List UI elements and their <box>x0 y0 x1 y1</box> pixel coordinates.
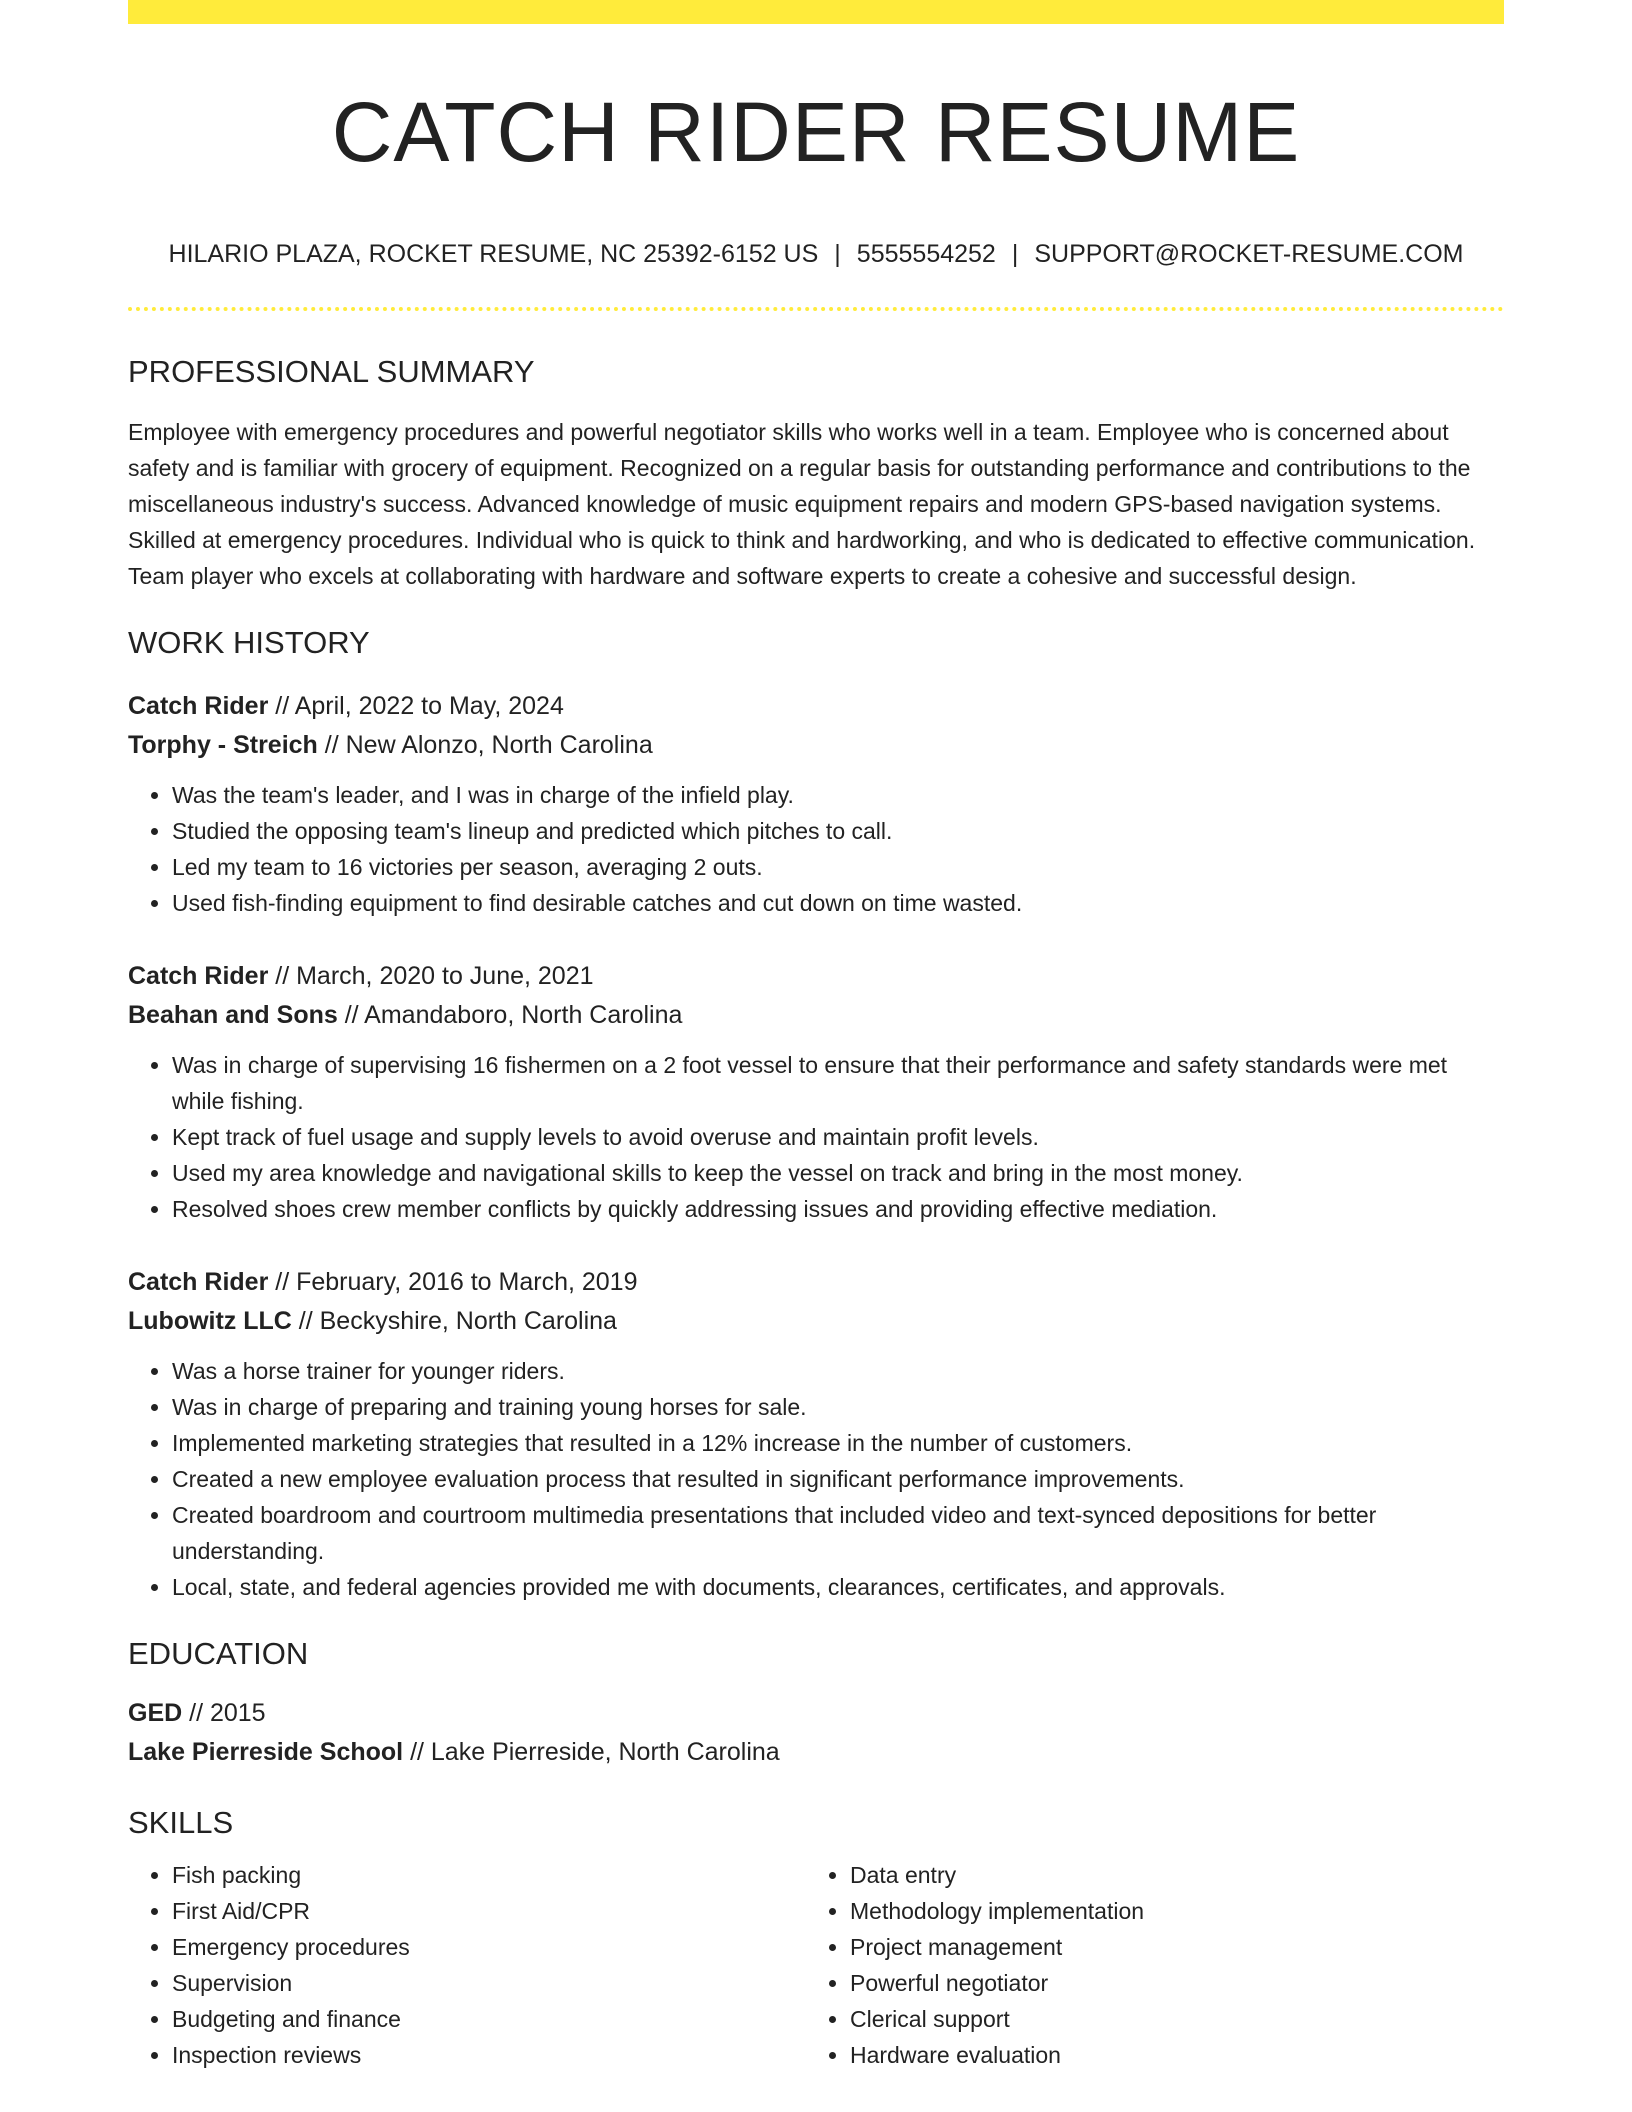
school-name: Lake Pierreside School <box>128 1738 404 1767</box>
education-entry <box>128 1694 1504 1772</box>
accent-bar <box>128 0 1504 24</box>
list-item: • Used my area knowledge and navigational skills to keep the vessel on track and bring in the most money. <box>172 1155 1504 1191</box>
list-item: • Used fish-finding equipment to find desirable catches and cut down on time wasted. <box>172 885 1504 921</box>
job-title-line <box>128 957 1504 996</box>
job-title-line <box>128 687 1504 726</box>
contact-line <box>128 239 1504 269</box>
email: SUPPORT@ROCKET-RESUME.COM <box>1034 239 1464 268</box>
resume-page <box>128 0 1504 2073</box>
list-item: • Studied the opposing team's lineup and predicted which pitches to call. <box>172 813 1504 849</box>
dotted-divider <box>128 307 1504 311</box>
skill-item: • Project management <box>850 1929 1450 1965</box>
job-entry <box>128 957 1504 1227</box>
company-location: // Amandaboro, North Carolina <box>337 1000 683 1029</box>
job-title: Catch Rider <box>128 691 269 720</box>
company-location: // Beckyshire, North Carolina <box>291 1306 617 1335</box>
degree-line <box>128 1694 1504 1733</box>
job-dates: // April, 2022 to May, 2024 <box>268 691 564 720</box>
skill-item: • Data entry <box>850 1857 1450 1893</box>
job-title: Catch Rider <box>128 1267 269 1296</box>
skill-item: • Clerical support <box>850 2001 1450 2037</box>
degree: GED <box>128 1699 183 1728</box>
job-entry <box>128 1263 1504 1605</box>
skill-item: • Methodology implementation <box>850 1893 1450 1929</box>
separator: | <box>834 239 841 268</box>
skill-item: • Inspection reviews <box>172 2037 806 2073</box>
job-bullets <box>128 1353 1504 1605</box>
job-company-line <box>128 726 1504 765</box>
company-name: Torphy - Streich <box>128 730 318 759</box>
list-item: • Was in charge of preparing and training young horses for sale. <box>172 1389 1504 1425</box>
job-dates: // March, 2020 to June, 2021 <box>268 961 594 990</box>
skill-item: • First Aid/CPR <box>172 1893 806 1929</box>
skill-item: • Hardware evaluation <box>850 2037 1450 2073</box>
list-item: • Created a new employee evaluation process that resulted in significant performance improvements. <box>172 1461 1504 1497</box>
company-name: Beahan and Sons <box>128 1000 338 1029</box>
job-dates: // February, 2016 to March, 2019 <box>268 1267 638 1296</box>
work-history-heading: WORK HISTORY <box>128 624 370 660</box>
list-item: • Created boardroom and courtroom multimedia presentations that included video and text-synced depositions for better understanding. <box>172 1497 1504 1569</box>
list-item: • Was a horse trainer for younger riders. <box>172 1353 1504 1389</box>
list-item: • Kept track of fuel usage and supply levels to avoid overuse and maintain profit levels. <box>172 1119 1504 1155</box>
skill-item: • Emergency procedures <box>172 1929 806 1965</box>
job-entry <box>128 687 1504 921</box>
summary-text: Employee with emergency procedures and powerful negotiator skills who works well in a team. Employee who is concerned about safety and is familiar with grocery of equipment. Recognized on a regular basis for outstanding performance and contributions to the miscellaneous industry's success. Advanced knowledge of music equipment repairs and modern GPS-based navigation systems. Skilled at emergency procedures. Individual who is quick to think and hardworking, and who is dedicated to effective communication. Team player who excels at collaborating with hardware and software experts to create a cohesive and successful design. <box>128 418 1476 589</box>
job-title-line <box>128 1263 1504 1302</box>
degree-year: // 2015 <box>182 1699 266 1728</box>
list-item: • Implemented marketing strategies that resulted in a 12% increase in the number of customers. <box>172 1425 1504 1461</box>
skill-item: • Fish packing <box>172 1857 806 1893</box>
list-item: • Local, state, and federal agencies provided me with documents, clearances, certificates, and approvals. <box>172 1569 1504 1605</box>
list-item: • Was the team's leader, and I was in charge of the infield play. <box>172 777 1504 813</box>
summary-heading: PROFESSIONAL SUMMARY <box>128 353 535 389</box>
phone: 5555554252 <box>856 239 996 268</box>
list-item: • Resolved shoes crew member conflicts by quickly addressing issues and providing effective mediation. <box>172 1191 1504 1227</box>
job-title: Catch Rider <box>128 961 269 990</box>
skills-column-left <box>128 1857 806 2073</box>
school-line <box>128 1733 1504 1772</box>
job-company-line <box>128 1302 1504 1341</box>
company-location: // New Alonzo, North Carolina <box>317 730 653 759</box>
skill-item: • Budgeting and finance <box>172 2001 806 2037</box>
list-item: • Was in charge of supervising 16 fishermen on a 2 foot vessel to ensure that their performance and safety standards were met while fishing. <box>172 1047 1504 1119</box>
job-company-line <box>128 996 1504 1035</box>
resume-title: CATCH RIDER RESUME <box>331 85 1301 179</box>
job-bullets <box>128 777 1504 921</box>
list-item: • Led my team to 16 victories per season, averaging 2 outs. <box>172 849 1504 885</box>
skills-list <box>128 1857 1504 2073</box>
skill-item: • Powerful negotiator <box>850 1965 1450 2001</box>
skills-column-right <box>806 1857 1450 2073</box>
address: HILARIO PLAZA, ROCKET RESUME, NC 25392-6152 US <box>168 239 819 268</box>
education-heading: EDUCATION <box>128 1635 309 1671</box>
skills-heading: SKILLS <box>128 1805 234 1841</box>
school-location: // Lake Pierreside, North Carolina <box>403 1738 780 1767</box>
job-bullets <box>128 1047 1504 1227</box>
skill-item: • Supervision <box>172 1965 806 2001</box>
separator: | <box>1011 239 1019 268</box>
company-name: Lubowitz LLC <box>128 1306 292 1335</box>
